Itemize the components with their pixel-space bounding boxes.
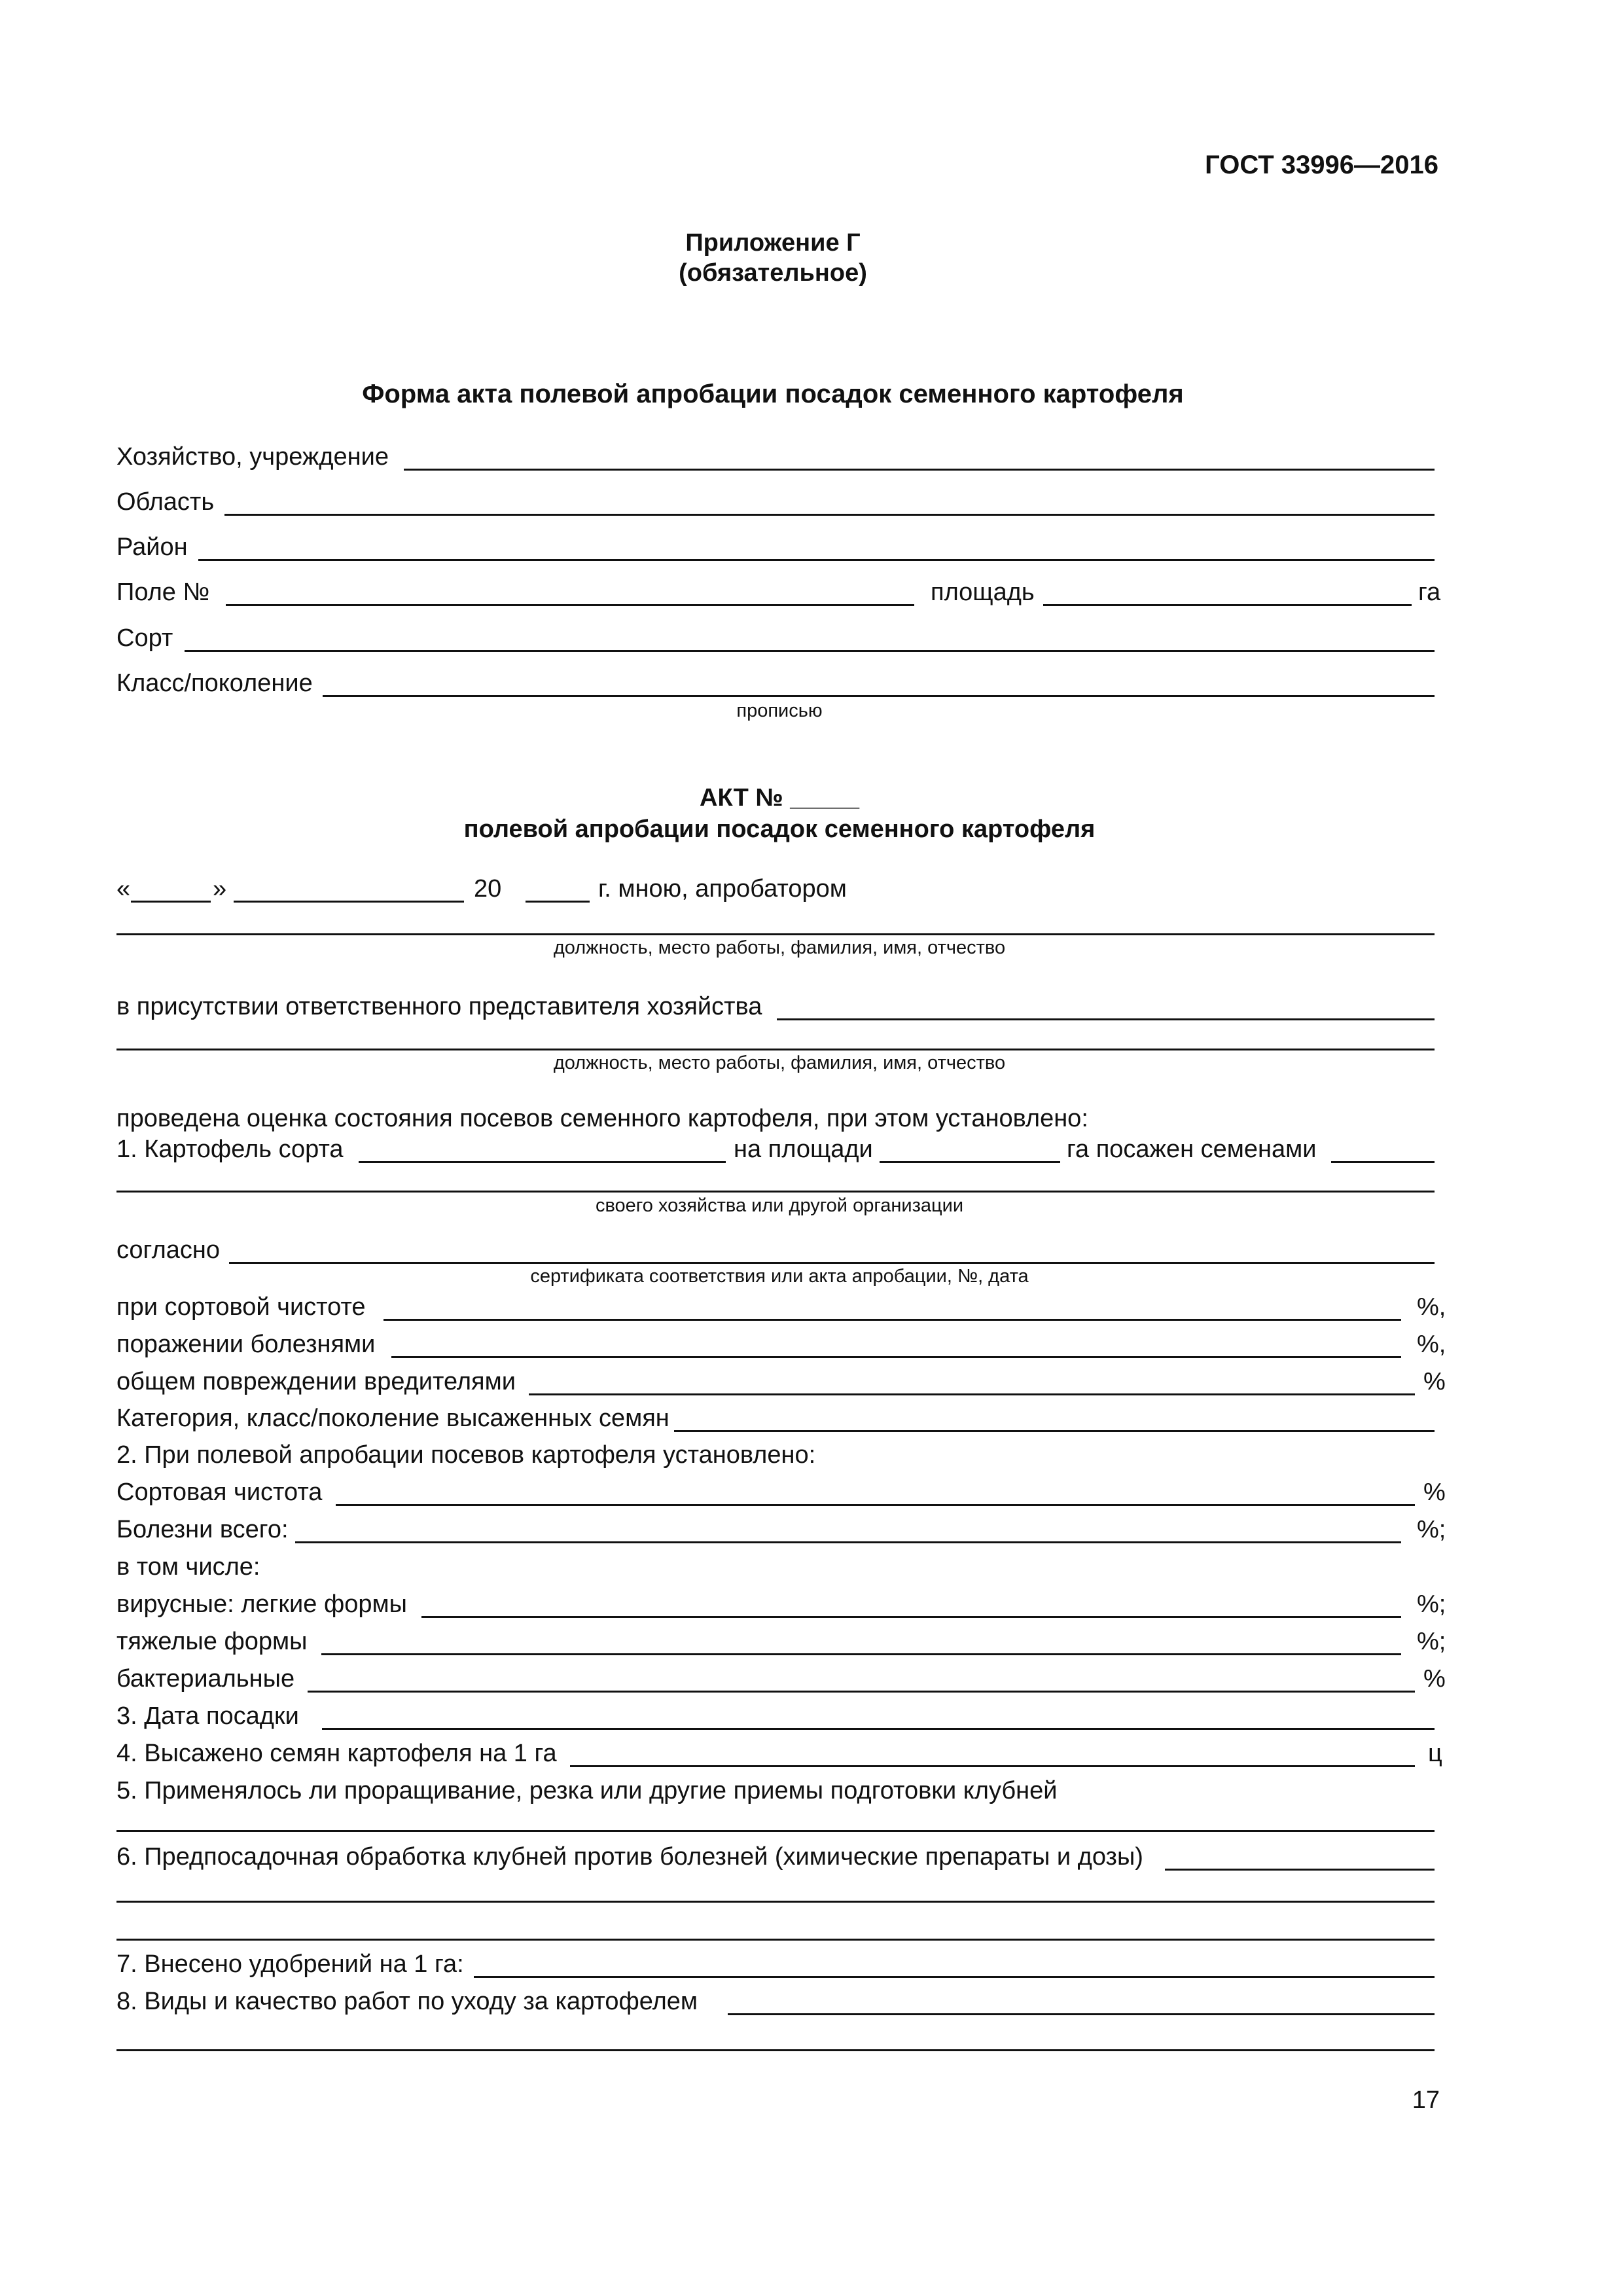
farm-field-line[interactable] xyxy=(404,469,1435,471)
assessment-text: проведена оценка состояния посевов семенного картофеля, при этом установлено: xyxy=(116,1105,1088,1132)
appendix-status: (обязательное) xyxy=(679,259,867,287)
item6-label: 6. Предпосадочная обработка клубней против болезней (химические препараты и дозы) xyxy=(116,1843,1143,1871)
year-prefix: 20 xyxy=(474,875,502,903)
item7-label: 7. Внесено удобрений на 1 га: xyxy=(116,1950,464,1978)
purity-label: при сортовой чистоте xyxy=(116,1293,366,1321)
date-open-quote: « xyxy=(116,875,131,903)
page-number: 17 xyxy=(1412,2087,1440,2114)
pests-label: общем повреждении вредителями xyxy=(116,1368,516,1395)
according-field-line[interactable] xyxy=(229,1262,1435,1264)
act-subtitle: полевой апробации посадок семенного картофеля xyxy=(463,816,1096,843)
position-hint-2: должность, место работы, фамилия, имя, отчество xyxy=(553,1052,1006,1073)
item5-label: 5. Применялось ли проращивание, резка или другие приемы подготовки клубней xyxy=(116,1777,1058,1804)
viral-light-unit: %; xyxy=(1417,1590,1446,1618)
representative-line[interactable] xyxy=(116,1049,1435,1050)
item1-planted-label: га посажен семенами xyxy=(1067,1136,1317,1163)
area-field-line[interactable] xyxy=(1043,604,1412,606)
severe-label: тяжелые формы xyxy=(116,1628,308,1655)
cert-hint: сертификата соответствия или акта апробации, №, дата xyxy=(530,1266,1029,1287)
including-label: в том числе: xyxy=(116,1553,260,1581)
disease-unit: %, xyxy=(1417,1331,1446,1358)
origin-line[interactable] xyxy=(116,1191,1435,1193)
bacterial-line[interactable] xyxy=(308,1691,1415,1693)
year-field-line[interactable] xyxy=(526,901,590,903)
item7-line[interactable] xyxy=(474,1976,1435,1978)
form-title: Форма акта полевой апробации посадок семенного картофеля xyxy=(362,380,1184,408)
item3-label: 3. Дата посадки xyxy=(116,1702,299,1730)
item1-variety-label: 1. Картофель сорта xyxy=(116,1136,344,1163)
class-label: Класс/поколение xyxy=(116,670,313,697)
presence-field-line[interactable] xyxy=(777,1018,1435,1020)
item8-line[interactable] xyxy=(728,2013,1435,2015)
district-label: Район xyxy=(116,533,188,561)
field-number-line[interactable] xyxy=(226,604,914,606)
act-title: АКТ № _____ xyxy=(700,784,859,812)
item4-label: 4. Высажено семян картофеля на 1 га xyxy=(116,1740,557,1767)
item1-seeds-line[interactable] xyxy=(1331,1161,1435,1163)
according-label: согласно xyxy=(116,1236,221,1264)
presence-label: в присутствии ответственного представителя хозяйства xyxy=(116,993,762,1020)
bacterial-unit: % xyxy=(1423,1665,1446,1693)
field-number-label: Поле № xyxy=(116,579,210,606)
variety-label: Сорт xyxy=(116,624,173,652)
viral-light-line[interactable] xyxy=(421,1616,1401,1618)
item1-variety-line[interactable] xyxy=(359,1161,726,1163)
variety-purity-unit: % xyxy=(1423,1479,1446,1506)
item6-line-3[interactable] xyxy=(116,1939,1435,1941)
item8-label: 8. Виды и качество работ по уходу за картофелем xyxy=(116,1988,698,2015)
diseases-total-label: Болезни всего: xyxy=(116,1516,289,1543)
variety-purity-label: Сортовая чистота xyxy=(116,1479,323,1506)
category-label: Категория, класс/поколение высаженных семян xyxy=(116,1405,669,1432)
category-field-line[interactable] xyxy=(674,1430,1435,1432)
item1-area-label: на площади xyxy=(734,1136,873,1163)
class-hint: прописью xyxy=(736,700,823,721)
item4-unit: ц xyxy=(1428,1740,1442,1767)
diseases-total-unit: %; xyxy=(1417,1516,1446,1543)
item3-line[interactable] xyxy=(322,1728,1435,1730)
pests-unit: % xyxy=(1423,1368,1446,1395)
date-close-quote: » xyxy=(213,875,227,903)
item8-line-2[interactable] xyxy=(116,2049,1435,2051)
item1-area-line[interactable] xyxy=(880,1161,1060,1163)
farm-label: Хозяйство, учреждение xyxy=(116,443,389,471)
variety-field-line[interactable] xyxy=(185,650,1435,652)
area-label: площадь xyxy=(931,579,1035,606)
area-unit: га xyxy=(1418,579,1441,606)
disease-label: поражении болезнями xyxy=(116,1331,376,1358)
viral-light-label: вирусные: легкие формы xyxy=(116,1590,407,1618)
origin-hint: своего хозяйства или другой организации xyxy=(595,1195,964,1216)
position-hint: должность, место работы, фамилия, имя, отчество xyxy=(553,937,1006,958)
purity-field-line[interactable] xyxy=(383,1319,1401,1321)
severe-line[interactable] xyxy=(321,1653,1401,1655)
inspector-text: г. мною, апробатором xyxy=(598,875,847,903)
pests-field-line[interactable] xyxy=(529,1393,1415,1395)
district-field-line[interactable] xyxy=(198,559,1435,561)
day-field-line[interactable] xyxy=(131,901,211,903)
standard-number: ГОСТ 33996—2016 xyxy=(1205,151,1438,179)
region-field-line[interactable] xyxy=(224,514,1435,516)
disease-field-line[interactable] xyxy=(391,1356,1401,1358)
inspector-position-line[interactable] xyxy=(116,933,1435,935)
appendix-title: Приложение Г xyxy=(685,229,861,257)
severe-unit: %; xyxy=(1417,1628,1446,1655)
item6-inline-line[interactable] xyxy=(1165,1869,1435,1871)
purity-unit: %, xyxy=(1417,1293,1446,1321)
region-label: Область xyxy=(116,488,215,516)
item4-line[interactable] xyxy=(570,1765,1415,1767)
item5-line[interactable] xyxy=(116,1830,1435,1832)
bacterial-label: бактериальные xyxy=(116,1665,295,1693)
month-field-line[interactable] xyxy=(234,901,464,903)
item2-text: 2. При полевой апробации посевов картофеля установлено: xyxy=(116,1441,816,1469)
item6-line-2[interactable] xyxy=(116,1901,1435,1903)
variety-purity-line[interactable] xyxy=(336,1504,1415,1506)
diseases-total-line[interactable] xyxy=(295,1541,1401,1543)
class-field-line[interactable] xyxy=(323,695,1435,697)
